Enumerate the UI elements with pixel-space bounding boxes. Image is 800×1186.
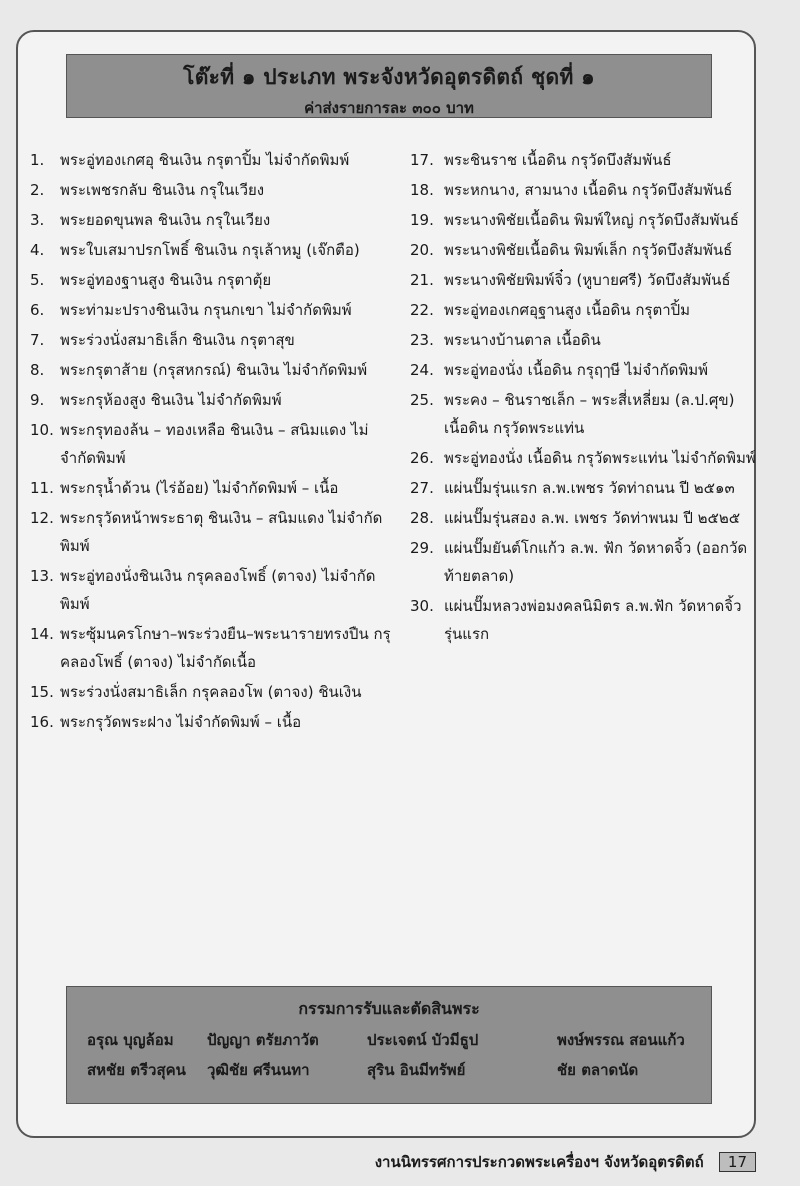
committee-member: สหชัย ตรีวสุคน xyxy=(87,1061,186,1079)
header-subtitle: ค่าส่งรายการละ ๓๐๐ บาท xyxy=(304,99,474,117)
page-number: 17 xyxy=(719,1152,756,1172)
committee-member: สุริน อินมีทรัพย์ xyxy=(367,1061,466,1079)
committee-member: ชัย ตลาดนัด xyxy=(557,1061,639,1079)
list-item: 28. แผ่นปั๊มรุ่นสอง ล.พ. เพชร วัดท่าพนม ปี ๒๕๒๕ xyxy=(410,509,741,527)
committee-title: กรรมการรับและตัดสินพระ xyxy=(298,999,480,1018)
list-item: 14. พระซุ้มนครโกษา–พระร่วงยืน–พระนารายทรงปืน กรุคลองโพธิ์ (ตาจง) ไม่จำกัดเนื้อ xyxy=(30,625,391,671)
table-header xyxy=(66,54,712,118)
left-item-list xyxy=(30,146,400,738)
committee-member: ประเจตน์ บัวมีธูป xyxy=(367,1031,479,1049)
header-title: โต๊ะที่ ๑ ประเภท พระจังหวัดอุตรดิตถ์ ชุดที่ ๑ xyxy=(183,65,595,89)
list-item: 18. พระหกนาง, สามนาง เนื้อดิน กรุวัดบึงสัมพันธ์ xyxy=(410,181,733,199)
list-item: 19. พระนางพิชัยเนื้อดิน พิมพ์ใหญ่ กรุวัดบึงสัมพันธ์ xyxy=(410,211,739,229)
committee-member: วุฒิชัย ศรีนนทา xyxy=(207,1061,310,1079)
list-item: 21. พระนางพิชัยพิมพ์จิ๋ว (หูบายศรี) วัดบึงสัมพันธ์ xyxy=(410,271,731,289)
committee-box xyxy=(66,986,712,1104)
list-item: 17. พระชินราช เนื้อดิน กรุวัดบึงสัมพันธ์ xyxy=(410,151,672,169)
list-item: 30. แผ่นปั๊มหลวงพ่อมงคลนิมิตร ล.พ.ฟัก วัดหาดจิ้ว รุ่นแรก xyxy=(410,597,742,643)
list-item: 1. พระอู่ทองเกศอุ ชินเงิน กรุตาปิ้ม ไม่จำกัดพิมพ์ xyxy=(30,151,350,169)
list-item: 8. พระกรุตาส้าย (กรุสหกรณ์) ชินเงิน ไม่จำกัดพิมพ์ xyxy=(30,361,368,379)
list-item: 4. พระใบเสมาปรกโพธิ์ ชินเงิน กรุเล้าหมู (เจ๊กตือ) xyxy=(30,241,360,259)
list-item: 24. พระอู่ทองนั่ง เนื้อดิน กรุฤๅษี ไม่จำกัดพิมพ์ xyxy=(410,361,709,379)
committee-member: อรุณ บุญล้อม xyxy=(87,1031,174,1049)
list-item: 2. พระเพชรกลับ ชินเงิน กรุในเวียง xyxy=(30,181,265,199)
list-item: 3. พระยอดขุนพล ชินเงิน กรุในเวียง xyxy=(30,211,271,229)
list-item: 11. พระกรุน้ำด้วน (ไร่อ้อย) ไม่จำกัดพิมพ์ – เนื้อ xyxy=(30,479,339,497)
list-item: 22. พระอู่ทองเกศอุฐานสูง เนื้อดิน กรุตาปิ้ม xyxy=(410,301,691,319)
list-item: 9. พระกรุห้องสูง ชินเงิน ไม่จำกัดพิมพ์ xyxy=(30,391,282,409)
list-item: 10. พระกรุทองล้น – ทองเหลือ ชินเงิน – สนิมแดง ไม่จำกัดพิมพ์ xyxy=(30,421,369,467)
list-item: 6. พระท่ามะปรางชินเงิน กรุนกเขา ไม่จำกัดพิมพ์ xyxy=(30,301,352,319)
list-item: 23. พระนางบ้านตาล เนื้อดิน xyxy=(410,331,601,349)
committee-members xyxy=(87,1028,711,1082)
committee-member: ปัญญา ตรัยภาวัต xyxy=(207,1031,319,1049)
list-item: 7. พระร่วงนั่งสมาธิเล็ก ชินเงิน กรุตาสุข xyxy=(30,331,295,349)
committee-member: พงษ์พรรณ สอนแก้ว xyxy=(557,1031,685,1049)
list-item: 13. พระอู่ทองนั่งชินเงิน กรุคลองโพธิ์ (ตาจง) ไม่จำกัดพิมพ์ xyxy=(30,567,376,613)
list-item: 16. พระกรุวัดพระฝาง ไม่จำกัดพิมพ์ – เนื้อ xyxy=(30,713,302,731)
list-item: 20. พระนางพิชัยเนื้อดิน พิมพ์เล็ก กรุวัดบึงสัมพันธ์ xyxy=(410,241,733,259)
list-item: 5. พระอู่ทองฐานสูง ชินเงิน กรุตาตุ้ย xyxy=(30,271,272,289)
footer-text: งานนิทรรศการประกวดพระเครื่องฯ จังหวัดอุตรดิตถ์ xyxy=(374,1153,704,1171)
list-item: 25. พระคง – ชินราชเล็ก – พระสี่เหลี่ยม (ล.ป.ศุข) เนื้อดิน กรุวัดพระแท่น xyxy=(410,391,735,437)
list-item: 29. แผ่นปั๊มยันต์โกแก้ว ล.พ. ฟัก วัดหาดจิ้ว (ออกวัดท้ายตลาด) xyxy=(410,539,748,585)
page-footer xyxy=(360,1150,756,1174)
list-item: 15. พระร่วงนั่งสมาธิเล็ก กรุคลองโพ (ตาจง) ชินเงิน xyxy=(30,683,362,701)
right-item-list xyxy=(410,146,760,650)
list-item: 27. แผ่นปั๊มรุ่นแรก ล.พ.เพชร วัดท่าถนน ปี ๒๕๑๓ xyxy=(410,479,735,497)
list-item: 12. พระกรุวัดหน้าพระธาตุ ชินเงิน – สนิมแดง ไม่จำกัดพิมพ์ xyxy=(30,509,383,555)
list-item: 26. พระอู่ทองนั่ง เนื้อดิน กรุวัดพระแท่น ไม่จำกัดพิมพ์ xyxy=(410,449,756,467)
